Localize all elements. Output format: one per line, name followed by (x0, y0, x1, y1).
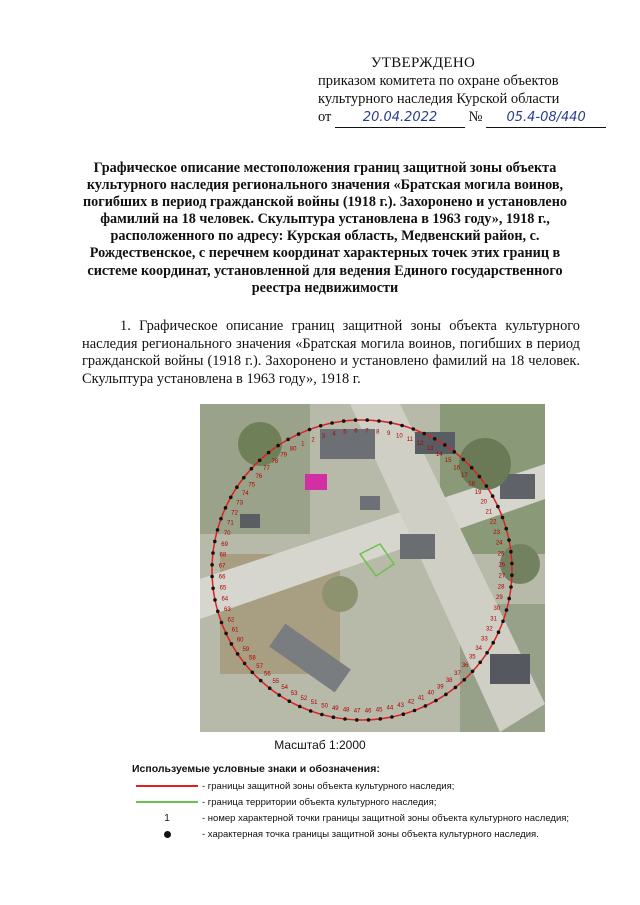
boundary-point-8 (377, 419, 381, 423)
boundary-point-34 (485, 651, 489, 655)
boundary-point-label-64: 64 (221, 596, 229, 603)
boundary-point-label-18: 18 (468, 481, 475, 488)
boundary-point-label-70: 70 (223, 531, 231, 538)
boundary-point-69 (213, 540, 217, 544)
boundary-point-label-38: 38 (445, 678, 453, 685)
boundary-point-79 (276, 444, 280, 448)
boundary-point-label-80: 80 (289, 446, 297, 453)
boundary-point-62 (220, 621, 224, 625)
boundary-point-label-22: 22 (489, 519, 497, 526)
legend-text-territory: - граница территории объекта культурного наследия; (202, 796, 437, 808)
boundary-point-label-29: 29 (496, 595, 503, 602)
boundary-point-23 (504, 527, 508, 531)
boundary-point-40 (434, 699, 438, 703)
document-title: Графическое описание местоположения границ защитной зоны объекта культурного наследия регионального значения «Братская могила воинов, погибших в период гражданской войны (1918 г.). Захоронено и установлено фамилий на 18 человек. Скульптура установлена в 1963 году», 1918 г., расположенного по адресу: Курская область, Медвенский район, с. Рождественское, с перечнем координат характерных точек этих границ в системе координат, установленной для ведения Единого государственного реестра недвижимости (83, 160, 567, 296)
boundary-point-59 (236, 652, 240, 656)
boundary-point-33 (491, 641, 495, 645)
boundary-point-71 (219, 517, 223, 521)
boundary-point-label-56: 56 (264, 671, 271, 678)
boundary-point-label-47: 47 (353, 708, 361, 715)
description-paragraph: 1. Графическое описание границ защитной зоны объекта культурного наследия регионального значения «Братская могила воинов, погибших в период гражданской войны (1918 г.). Захоронено и установлено фамилий на 18 человек. Скульптура установлена в 1963 году», 1918 г. (82, 318, 580, 387)
boundary-point-52 (298, 705, 302, 709)
boundary-point-24 (507, 538, 511, 542)
boundary-point-label-44: 44 (386, 705, 394, 712)
boundary-point-label-69: 69 (221, 541, 228, 548)
boundary-point-37 (463, 678, 467, 682)
approval-date: 20.04.2022 (335, 109, 465, 128)
boundary-point-label-67: 67 (218, 563, 226, 570)
boundary-point-27 (510, 573, 514, 577)
boundary-point-47 (355, 718, 359, 722)
boundary-point-label-52: 52 (300, 695, 308, 702)
boundary-point-label-77: 77 (263, 466, 270, 473)
legend-text-point: - характерная точка границы защитной зоны объекта культурного наследия. (202, 828, 539, 840)
legend-text-point-number: - номер характерной точки границы защитной зоны объекта культурного наследия; (202, 812, 570, 824)
boundary-point-56 (259, 679, 263, 683)
boundary-point-30 (505, 608, 509, 612)
boundary-point-20 (491, 494, 495, 498)
boundary-point-label-15: 15 (444, 458, 452, 465)
boundary-point-label-73: 73 (236, 500, 243, 507)
boundary-point-label-17: 17 (461, 473, 468, 479)
boundary-point-21 (496, 505, 500, 509)
boundary-point-label-49: 49 (331, 705, 339, 712)
legend-heading: Используемые условные знаки и обозначения: (132, 763, 380, 775)
boundary-point-label-8: 8 (376, 429, 380, 436)
boundary-point-31 (501, 620, 505, 624)
boundary-point-4 (330, 421, 334, 425)
legend (132, 763, 572, 843)
from-label: от (318, 109, 332, 125)
approval-line-2: культурного наследия Курской области (318, 91, 560, 107)
boundary-point-label-54: 54 (281, 685, 289, 692)
legend-row-point (132, 827, 572, 841)
boundary-point-label-50: 50 (321, 703, 328, 710)
boundary-point-10 (400, 424, 404, 428)
boundary-point-49 (332, 715, 336, 719)
approval-heading: УТВЕРЖДЕНО (370, 55, 476, 71)
boundary-point-label-33: 33 (481, 636, 488, 643)
boundary-point-54 (277, 693, 281, 697)
boundary-point-32 (497, 630, 501, 634)
boundary-point-13 (433, 437, 437, 441)
boundary-point-72 (224, 506, 228, 510)
boundary-point-74 (235, 485, 239, 489)
boundary-point-label-79: 79 (280, 452, 288, 459)
boundary-point-label-6: 6 (354, 428, 358, 435)
boundary-point-label-46: 46 (364, 708, 372, 715)
boundary-point-67 (210, 563, 214, 567)
boundary-point-75 (242, 476, 246, 480)
boundary-point-label-37: 37 (454, 670, 461, 677)
boundary-point-label-9: 9 (387, 431, 391, 438)
boundary-point-label-51: 51 (310, 700, 318, 707)
number-label: № (468, 109, 483, 125)
boundary-point-label-4: 4 (332, 431, 336, 438)
point-number-symbol: 1 (164, 812, 170, 824)
boundary-point-39 (444, 693, 448, 697)
boundary-point-label-40: 40 (427, 690, 435, 697)
boundary-point-60 (230, 642, 234, 646)
boundary-point-label-24: 24 (495, 540, 503, 547)
boundary-point-11 (412, 427, 416, 431)
boundary-point-19 (485, 484, 489, 488)
boundary-point-label-36: 36 (461, 663, 469, 670)
approval-date-line (318, 108, 618, 128)
boundary-point-label-35: 35 (468, 654, 476, 661)
boundary-point-42 (413, 709, 417, 713)
boundary-point-77 (258, 459, 262, 463)
boundary-point-12 (422, 432, 426, 436)
boundary-point-label-12: 12 (416, 441, 424, 448)
boundary-point-5 (342, 419, 346, 423)
boundary-point-label-25: 25 (497, 551, 505, 558)
boundary-point-66 (210, 575, 214, 579)
boundary-point-label-10: 10 (396, 433, 403, 440)
boundary-point-35 (478, 661, 482, 665)
boundary-point-label-72: 72 (231, 510, 238, 517)
boundary-point-label-78: 78 (271, 458, 279, 465)
boundary-point-73 (229, 496, 233, 500)
boundary-point-label-58: 58 (249, 655, 256, 662)
boundary-point-label-41: 41 (417, 695, 425, 702)
boundary-point-61 (224, 632, 228, 636)
boundary-point-label-1: 1 (301, 441, 305, 448)
boundary-point-label-5: 5 (343, 429, 347, 436)
legend-row-territory (132, 795, 572, 809)
boundary-point-64 (213, 598, 217, 602)
boundary-point-41 (424, 704, 428, 708)
boundary-point-70 (216, 528, 220, 532)
boundary-point-label-53: 53 (290, 690, 298, 697)
boundary-point-9 (389, 421, 393, 425)
boundary-point-57 (251, 671, 255, 675)
boundary-point-label-63: 63 (224, 607, 231, 614)
boundary-point-label-39: 39 (436, 684, 444, 691)
boundary-point-76 (250, 467, 254, 471)
boundary-point-25 (509, 550, 513, 554)
legend-row-protective-zone (132, 779, 572, 793)
boundary-point-3 (319, 424, 323, 428)
boundary-point-label-42: 42 (407, 699, 415, 706)
boundary-point-label-23: 23 (493, 529, 500, 536)
boundary-point-80 (286, 438, 290, 442)
boundary-point-55 (268, 686, 272, 690)
boundary-map (200, 404, 545, 732)
boundary-point-label-20: 20 (480, 499, 488, 506)
boundary-point-label-48: 48 (342, 707, 350, 714)
boundary-point-label-19: 19 (474, 490, 482, 497)
approval-number: 05.4-08/440 (486, 109, 606, 128)
boundary-point-43 (402, 712, 406, 716)
boundary-point-label-71: 71 (227, 520, 234, 527)
boundary-point-label-14: 14 (435, 451, 443, 458)
boundary-point-18 (478, 475, 482, 479)
boundary-point-label-30: 30 (493, 605, 501, 612)
boundary-point-28 (509, 585, 513, 589)
boundary-point-label-31: 31 (490, 616, 497, 623)
boundary-point-label-11: 11 (406, 436, 414, 443)
boundary-point-label-32: 32 (486, 626, 493, 633)
map-scale: Масштаб 1:2000 (274, 738, 366, 752)
boundary-point-2 (308, 428, 312, 432)
boundary-point-63 (216, 610, 220, 614)
boundary-point-48 (343, 717, 347, 721)
boundary-point-6 (354, 418, 358, 422)
boundary-point-label-13: 13 (426, 446, 434, 453)
boundary-point-16 (462, 458, 466, 462)
legend-text-protective-zone: - границы защитной зоны объекта культурного наследия; (202, 780, 455, 792)
approval-line-1: приказом комитета по охране объектов (318, 73, 559, 89)
boundary-point-label-62: 62 (227, 617, 235, 624)
boundary-point-7 (365, 418, 369, 422)
boundary-point-label-59: 59 (242, 646, 250, 653)
boundary-point-46 (367, 718, 371, 722)
boundary-point-17 (470, 466, 474, 470)
approval-block (318, 54, 618, 128)
boundary-point-label-74: 74 (241, 491, 249, 498)
boundary-point-label-66: 66 (218, 574, 226, 581)
boundary-point-label-2: 2 (311, 437, 315, 444)
boundary-point-label-3: 3 (321, 433, 326, 440)
red-line-symbol (136, 785, 198, 787)
boundary-point-36 (471, 670, 475, 674)
boundary-point-label-68: 68 (219, 552, 227, 559)
boundary-point-68 (211, 551, 215, 555)
boundary-point-label-61: 61 (231, 627, 239, 634)
boundary-point-label-34: 34 (475, 645, 483, 652)
boundary-point-50 (320, 713, 324, 717)
boundary-point-78 (267, 451, 271, 455)
point-dot-symbol (164, 831, 171, 838)
boundary-point-58 (243, 662, 247, 666)
boundary-point-label-27: 27 (498, 573, 506, 580)
boundary-point-22 (501, 516, 505, 520)
boundary-point-14 (443, 443, 447, 447)
boundary-point-label-43: 43 (397, 703, 404, 710)
boundary-point-label-28: 28 (497, 584, 505, 591)
boundary-point-44 (390, 715, 394, 719)
boundary-point-label-26: 26 (498, 562, 506, 569)
boundary-point-65 (211, 587, 215, 591)
boundary-point-label-16: 16 (453, 465, 460, 472)
boundary-point-1 (297, 432, 301, 436)
boundary-point-45 (379, 717, 383, 721)
boundary-point-label-21: 21 (485, 509, 493, 516)
boundary-point-label-65: 65 (219, 585, 227, 592)
boundary-point-26 (510, 562, 514, 566)
boundary-point-label-55: 55 (272, 678, 280, 685)
boundary-point-label-7: 7 (365, 428, 369, 435)
boundary-point-label-45: 45 (375, 707, 383, 714)
boundary-point-53 (288, 699, 292, 703)
boundary-point-38 (454, 686, 458, 690)
legend-row-point-number (132, 811, 572, 825)
boundary-point-label-75: 75 (248, 482, 256, 489)
boundary-point-label-57: 57 (256, 664, 263, 670)
boundary-point-label-60: 60 (236, 637, 244, 644)
boundary-point-51 (309, 709, 313, 713)
green-line-symbol (136, 801, 198, 803)
boundary-point-label-76: 76 (255, 473, 263, 480)
boundary-point-29 (507, 597, 511, 601)
boundary-point-15 (453, 450, 457, 454)
